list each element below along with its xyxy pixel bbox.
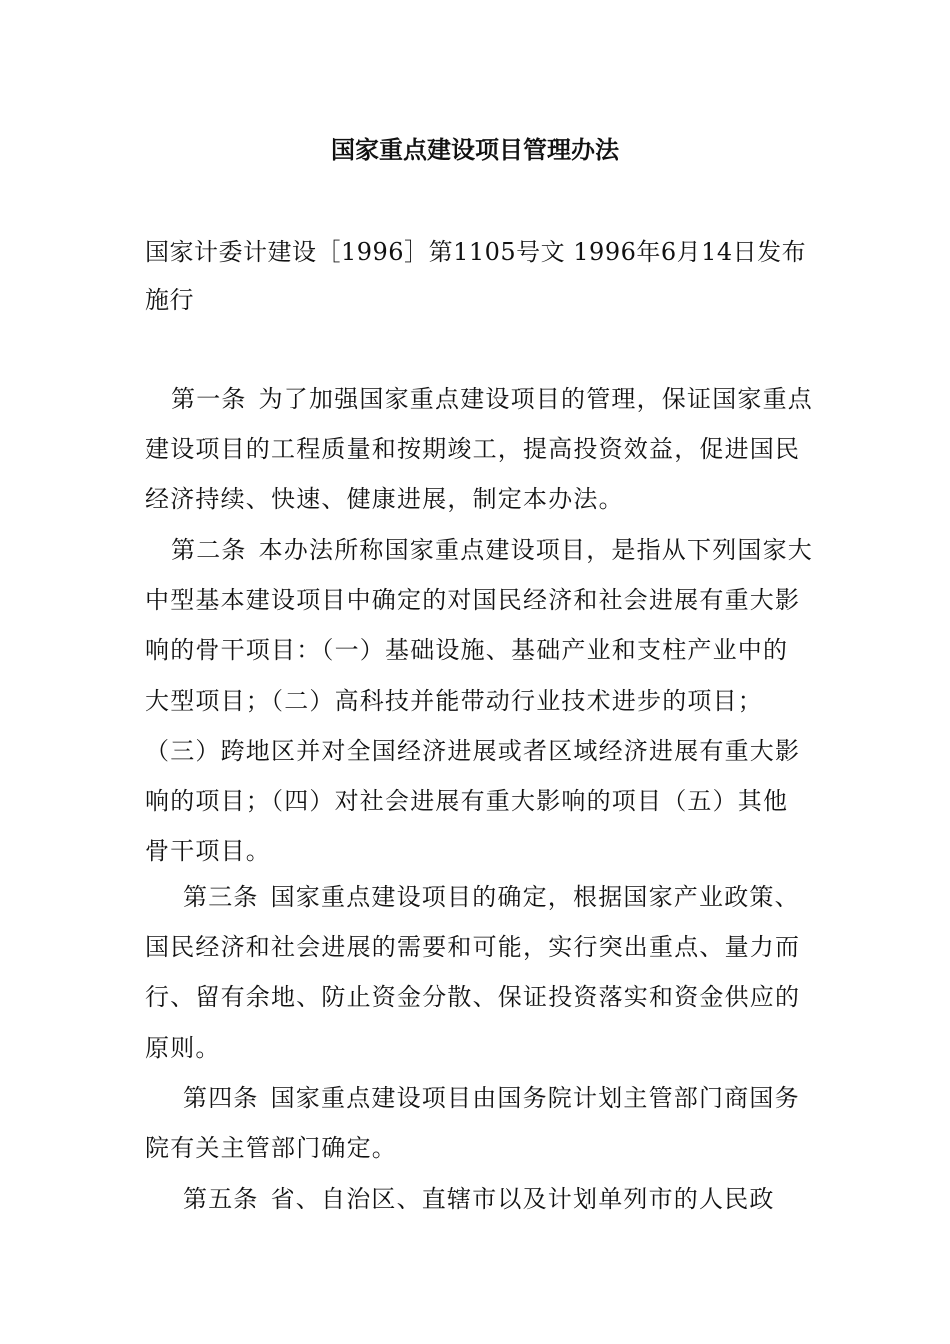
article-3-text: 国家重点建设项目的确定，根据国家产业政策、国民经济和社会进展的需要和可能，实行突出重点、量力而行、留有余地、防止资金分散、保证投资落实和资金供应的原则。 xyxy=(145,883,801,1062)
article-3 xyxy=(145,872,813,1073)
document-issuance-note: 国家计委计建设［1996］第1105号文 1996年6月14日发布施行 xyxy=(145,238,807,314)
article-5-number: 第五条 xyxy=(183,1185,259,1213)
document-title: 国家重点建设项目管理办法 xyxy=(331,136,619,164)
article-4-number: 第四条 xyxy=(183,1084,259,1112)
article-5 xyxy=(145,1174,813,1224)
article-2 xyxy=(145,525,813,876)
article-5-text: 省、自治区、直辖市以及计划单列市的人民政 xyxy=(270,1185,775,1213)
article-4-text: 国家重点建设项目由国务院计划主管部门商国务院有关主管部门确定。 xyxy=(145,1084,800,1163)
article-1-number: 第一条 xyxy=(171,385,247,413)
article-1-text: 为了加强国家重点建设项目的管理，保证国家重点建设项目的工程质量和按期竣工，提高投资效益，促进国民经济持续、快速、健康进展，制定本办法。 xyxy=(145,385,814,514)
article-4 xyxy=(145,1073,813,1173)
article-3-number: 第三条 xyxy=(183,883,259,911)
article-2-number: 第二条 xyxy=(171,536,247,564)
article-2-text: 本办法所称国家重点建设项目，是指从下列国家大中型基本建设项目中确定的对国民经济和社会进展有重大影响的骨干项目：（一）基础设施、基础产业和支柱产业中的大型项目；（二）高科技并能带动行业技术进步的项目；（三）跨地区并对全国经济进展或者区域经济进展有重大影响的项目；（四）对社会进展有重大影响的项目（五）其他骨干项目。 xyxy=(145,536,814,866)
article-1 xyxy=(145,374,813,525)
